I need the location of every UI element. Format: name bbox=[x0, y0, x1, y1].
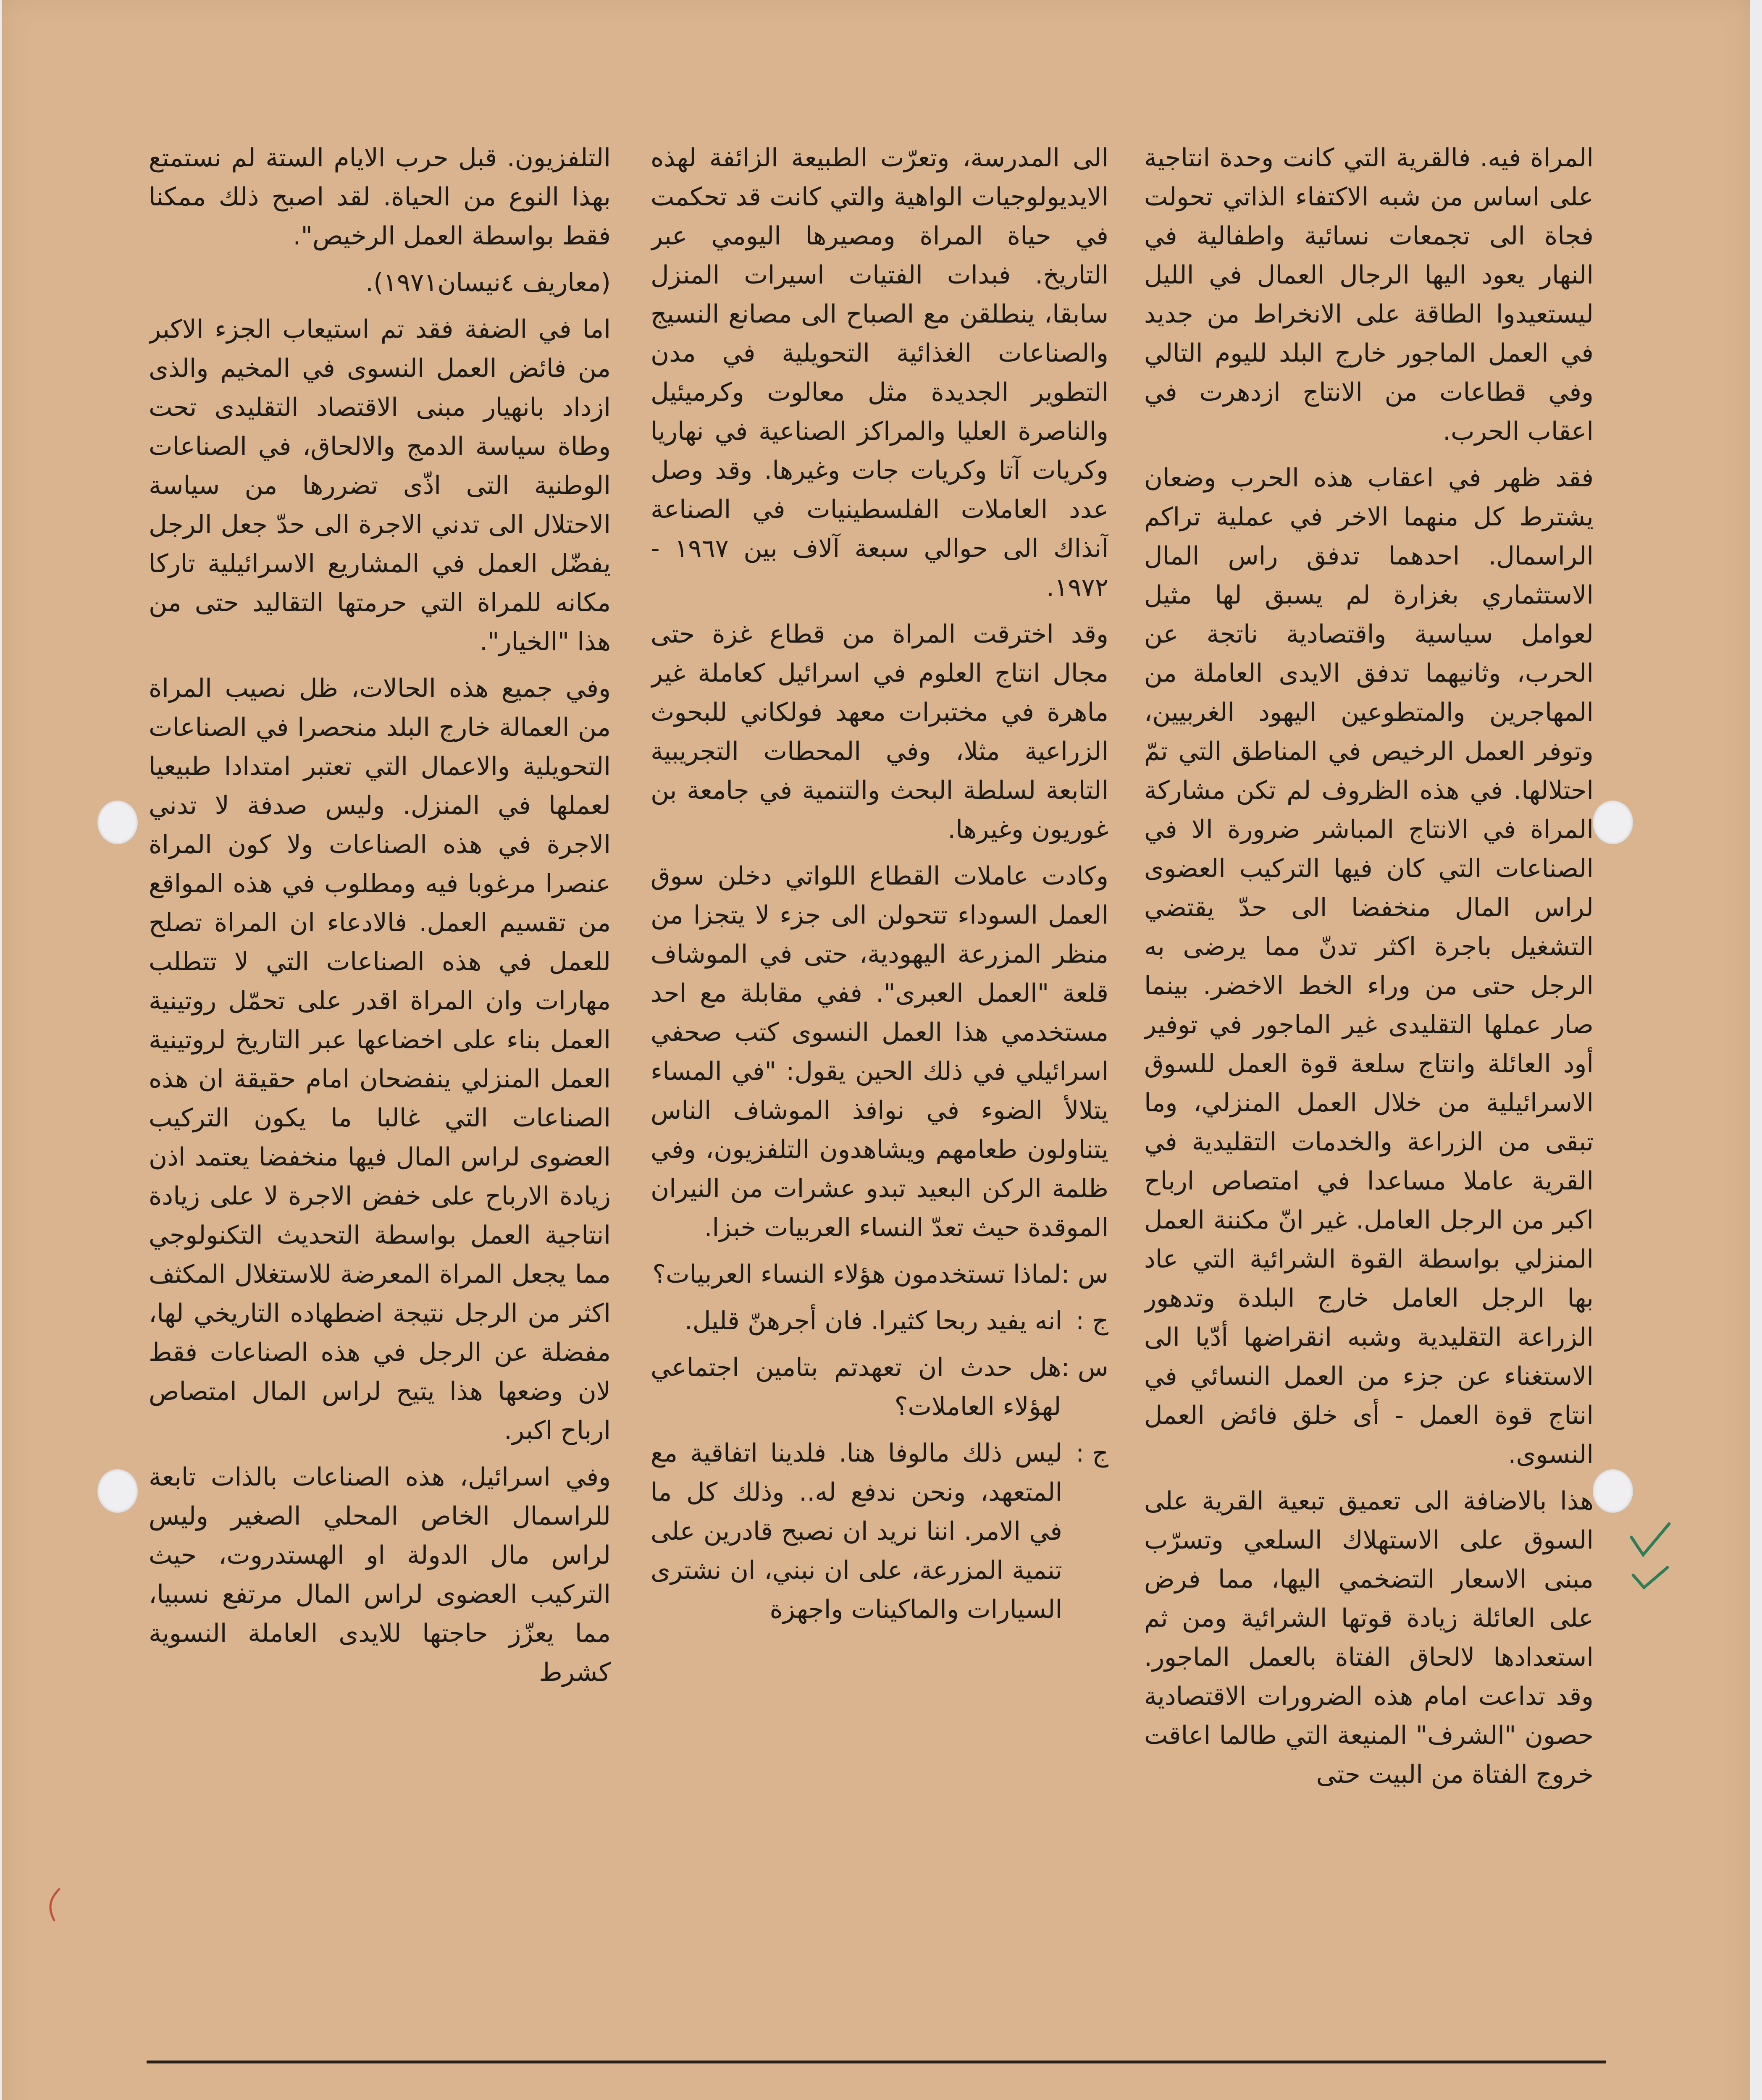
interview-question bbox=[651, 1348, 1108, 1426]
paragraph: المراة فيه. فالقرية التي كانت وحدة انتاجية على اساس من شبه الاكتفاء الذاتي تحولت فجاة الى تجمعات نسائية واطفالية في النهار يعود اليها الرجال العمال في الليل ليستعيدوا الطاقة على الانخراط من جديد في العمل الماجور خارج البلد لليوم التالي وفي قطاعات من الانتاج ازدهرت في اعقاب الحرب. bbox=[1144, 143, 1594, 446]
pen-checkmark-annotation bbox=[1627, 1520, 1678, 1604]
punch-hole bbox=[1593, 1469, 1633, 1513]
question-marker: س : bbox=[1061, 1260, 1108, 1289]
question-text: هل حدث ان تعهدتم بتامين اجتماعي لهؤلاء العاملات؟ bbox=[651, 1353, 1061, 1421]
punch-hole bbox=[97, 801, 138, 844]
paragraph: هذا بالاضافة الى تعميق تبعية القرية على السوق على الاستهلاك السلعي وتسرّب مبنى الاسعار التضخمي اليها، مما فرض على العائلة زيادة قوتها الشرائية ومن ثم استعدادها لالحاق الفتاة بالعمل الماجور. وقد تداعت امام هذه الضرورات الاقتصادية حصون "الشرف" المنيعة التي طالما اعاقت خروج الفتاة من البيت حتى bbox=[1144, 1486, 1594, 1789]
paragraph: وفي اسرائيل، هذه الصناعات بالذات تابعة للراسمال الخاص المحلي الصغير وليس لراس مال الدولة او الهستدروت، حيث التركيب العضوى لراس المال مرتفع نسبيا، مما يعزّز حاجتها للايدى العاملة النسوية كشرط bbox=[149, 1462, 611, 1687]
punch-hole bbox=[1593, 801, 1633, 844]
answer-text: ليس ذلك مالوفا هنا. فلدينا اتفاقية مع المتعهد، ونحن ندفع له.. وذلك كل ما في الامر. اننا نريد ان نصبح قادرين على تنمية المزرعة، على ان نبني، ان نشترى السيارات والماكينات واجهزة bbox=[651, 1438, 1062, 1624]
interview-answer bbox=[651, 1434, 1108, 1629]
paragraph: التلفزيون. قبل حرب الايام الستة لم نستمتع بهذا النوع من الحياة. لقد اصبح ذلك ممكنا فقط بواسطة العمل الرخيص". bbox=[149, 143, 611, 251]
answer-marker: ج : bbox=[1075, 1438, 1108, 1468]
answer-marker: ج : bbox=[1075, 1306, 1108, 1336]
paragraph: الى المدرسة، وتعرّت الطبيعة الزائفة لهذه الايديولوجيات الواهية والتي كانت قد تحكمت في حياة المراة ومصيرها اليومي عبر التاريخ. فبدات الفتيات اسيرات المنزل سابقا، ينطلقن مع الصباح الى مصانع النسيج والصناعات الغذائية التحويلية في مدن التطوير الجديدة مثل معالوت وكرميئيل والناصرة العليا والمراكز الصناعية في نهاريا وكريات آتا وكريات جات وغيرها. وقد وصل عدد العاملات الفلسطينيات في الصناعة آنذاك الى حوالي سبعة آلاف بين ١٩٦٧ - ١٩٧٢. bbox=[651, 143, 1108, 602]
interview-question bbox=[651, 1255, 1108, 1294]
question-text: لماذا تستخدمون هؤلاء النساء العربيات؟ bbox=[652, 1260, 1061, 1289]
article-column-right bbox=[1144, 139, 1594, 2037]
pen-mark-annotation bbox=[42, 1886, 67, 1924]
citation: (معاريف ٤نيسان١٩٧١). bbox=[365, 268, 611, 297]
question-marker: س : bbox=[1061, 1353, 1108, 1382]
magazine-page bbox=[2, 0, 1750, 2100]
answer-text: انه يفيد ربحا كثيرا. فان أجرهنّ قليل. bbox=[684, 1306, 1062, 1336]
paragraph: وقد اخترقت المراة من قطاع غزة حتى مجال انتاج العلوم في اسرائيل كعاملة غير ماهرة في مختبرات معهد فولكاني للبحوث الزراعية مثلا، وفي المحطات التجريبية التابعة لسلطة البحث والتنمية في جامعة بن غوريون وغيرها. bbox=[651, 620, 1108, 844]
article-column-left bbox=[149, 139, 611, 2016]
paragraph: اما في الضفة فقد تم استيعاب الجزء الاكبر من فائض العمل النسوى في المخيم والذى ازداد بانهيار مبنى الاقتصاد التقليدى تحت وطاة سياسة الدمج والالحاق، في الصناعات الوطنية التى اذّى تضررها من سياسة الاحتلال الى تدني الاجرة الى حدّ جعل الرجل يفضّل العمل في المشاريع الاسرائيلية تاركا مكانه للمراة التي حرمتها التقاليد حتى من هذا "الخيار". bbox=[149, 315, 611, 656]
paragraph: وفي جميع هذه الحالات، ظل نصيب المراة من العمالة خارج البلد منحصرا في الصناعات التحويلية والاعمال التي تعتبر امتدادا طبيعيا لعملها في المنزل. وليس صدفة لا تدني الاجرة في هذه الصناعات ولا كون المراة عنصرا مرغوبا فيه ومطلوب في هذه المواقع من تقسيم العمل. فالادعاء ان المراة تصلح للعمل في هذه الصناعات التي لا تتطلب مهارات وان المراة اقدر على تحمّل روتينية العمل بناء على اخضاعها عبر التاريخ لروتينية العمل المنزلي ينفضحان امام حقيقة ان هذه الصناعات التي غالبا ما يكون التركيب العضوى لراس المال فيها منخفضا يعتمد اذن زيادة الارباح على خفض الاجرة لا على زيادة انتاجية العمل بواسطة التحديث التكنولوجي مما يجعل المراة المعرضة للاستغلال المكثف اكثر من الرجل نتيجة اضطهاده التاريخي لها، مفضلة عن الرجل في هذه الصناعات فقط لان وضعها هذا يتيح لراس المال امتصاص ارباح اكبر. bbox=[149, 674, 611, 1445]
article-column-middle bbox=[651, 139, 1108, 2037]
paragraph: فقد ظهر في اعقاب هذه الحرب وضعان يشترط كل منهما الاخر في عملية تراكم الراسمال. احدهما تدفق راس المال الاستثماري بغزارة لم يسبق لها مثيل لعوامل سياسية واقتصادية ناتجة عن الحرب، وثانيهما تدفق الايدى العاملة من المهاجرين والمتطوعين اليهود الغربيين، وتوفر العمل الرخيص في المناطق التي تمّ احتلالها. في هذه الظروف لم تكن مشاركة المراة في الانتاج المباشر ضرورة الا في الصناعات التي كان فيها التركيب العضوى لراس المال منخفضا الى حدّ يقتضي التشغيل باجرة اكثر تدنّ مما يرضى به الرجل حتى من وراء الخط الاخضر. بينما صار عملها التقليدى غير الماجور في توفير أود العائلة وانتاج سلعة قوة العمل للسوق الاسرائيلية من خلال العمل المنزلي، وما تبقى من الزراعة والخدمات التقليدية في القرية عاملا مساعدا في امتصاص ارباح اكبر من الرجل العامل. غير انّ مكننة العمل المنزلي بواسطة القوة الشرائية التي عاد بها الرجل العامل خارج البلدة وتدهور الزراعة التقليدية وشبه انقراضها أدّيا الى الاستغناء عن جزء من العمل النسائي في انتاج قوة العمل - أى خلق فائض العمل النسوى. bbox=[1144, 463, 1594, 1469]
paragraph: وكادت عاملات القطاع اللواتي دخلن سوق العمل السوداء تتحولن الى جزء لا يتجزا من منظر المزرعة اليهودية، حتى في الموشاف قلعة "العمل العبرى". ففي مقابلة مع احد مستخدمي هذا العمل النسوى كتب صحفي اسرائيلي في ذلك الحين يقول: "في المساء يتلالأ الضوء في نوافذ الموشاف الناس يتناولون طعامهم ويشاهدون التلفزيون، وفي ظلمة الركن البعيد تبدو عشرات من النيران الموقدة حيث تعدّ النساء العربيات خبزا. bbox=[651, 861, 1108, 1242]
interview-answer bbox=[651, 1302, 1108, 1341]
punch-hole bbox=[97, 1469, 138, 1513]
footer-rule bbox=[147, 2061, 1606, 2063]
